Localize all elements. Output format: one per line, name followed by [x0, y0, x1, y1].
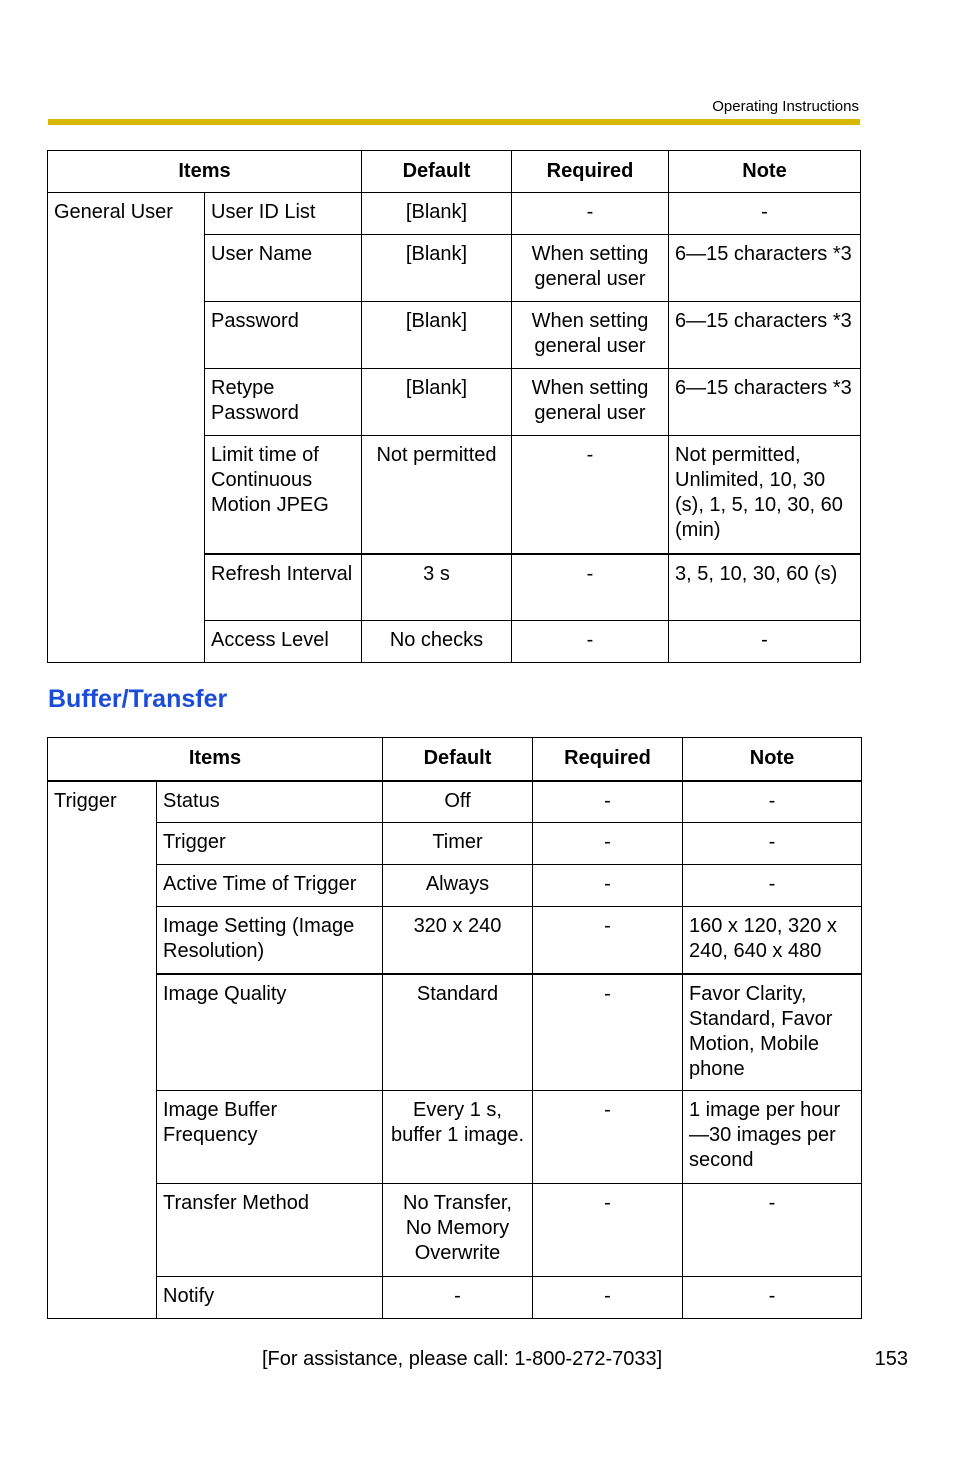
default-cell: Always	[383, 865, 533, 907]
table-row	[48, 823, 862, 865]
required-cell: -	[533, 1184, 683, 1277]
table-row	[48, 1184, 862, 1277]
item-cell: Trigger	[157, 823, 383, 865]
note-cell: -	[669, 621, 861, 663]
item-cell: Access Level	[205, 621, 362, 663]
default-cell: No Transfer, No Memory Overwrite	[383, 1184, 533, 1277]
default-cell: [Blank]	[362, 235, 512, 302]
table-row	[48, 781, 862, 823]
note-cell: Favor Clarity, Standard, Favor Motion, Mobile phone	[683, 974, 862, 1091]
header-default: Default	[383, 738, 533, 781]
item-cell: Active Time of Trigger	[157, 865, 383, 907]
required-cell: -	[533, 1277, 683, 1319]
table-row	[48, 1091, 862, 1184]
default-cell: [Blank]	[362, 302, 512, 369]
table-row	[48, 1277, 862, 1319]
table-row	[48, 907, 862, 974]
table-row	[48, 193, 861, 235]
table-header-row	[48, 738, 862, 781]
default-cell: Not permitted	[362, 436, 512, 554]
table-header-row	[48, 151, 861, 193]
item-cell: Notify	[157, 1277, 383, 1319]
general-user-table	[47, 150, 861, 663]
note-cell: -	[669, 193, 861, 235]
note-cell: 6—15 characters *3	[669, 235, 861, 302]
default-cell: Off	[383, 781, 533, 823]
note-cell: -	[683, 781, 862, 823]
note-cell: -	[683, 823, 862, 865]
required-cell: When setting general user	[512, 235, 669, 302]
required-cell: -	[533, 1091, 683, 1184]
table-row	[48, 865, 862, 907]
header-rule	[48, 119, 860, 125]
header-required: Required	[533, 738, 683, 781]
default-cell: Every 1 s, buffer 1 image.	[383, 1091, 533, 1184]
item-cell: Transfer Method	[157, 1184, 383, 1277]
item-cell: Refresh Interval	[205, 554, 362, 621]
default-cell: Standard	[383, 974, 533, 1091]
default-cell: 320 x 240	[383, 907, 533, 974]
item-cell: User ID List	[205, 193, 362, 235]
item-cell: Limit time of Continuous Motion JPEG	[205, 436, 362, 554]
page-number: 153	[874, 1348, 908, 1370]
note-cell: Not permitted, Unlimited, 10, 30 (s), 1, 5, 10, 30, 60 (min)	[669, 436, 861, 554]
item-cell: Status	[157, 781, 383, 823]
header-note: Note	[669, 151, 861, 193]
note-cell: 6—15 characters *3	[669, 302, 861, 369]
running-header: Operating Instructions	[712, 98, 859, 115]
group-label: Trigger	[48, 781, 157, 1319]
buffer-transfer-table	[47, 737, 862, 1319]
required-cell: -	[533, 907, 683, 974]
default-cell: 3 s	[362, 554, 512, 621]
default-cell: -	[383, 1277, 533, 1319]
default-cell: [Blank]	[362, 193, 512, 235]
default-cell: [Blank]	[362, 369, 512, 436]
note-cell: -	[683, 1184, 862, 1277]
default-cell: No checks	[362, 621, 512, 663]
header-items: Items	[48, 151, 362, 193]
required-cell: When setting general user	[512, 302, 669, 369]
assistance-text: [For assistance, please call: 1-800-272-7033]	[262, 1348, 663, 1370]
note-cell: 160 x 120, 320 x 240, 640 x 480	[683, 907, 862, 974]
required-cell: -	[533, 865, 683, 907]
header-items: Items	[48, 738, 383, 781]
item-cell: Password	[205, 302, 362, 369]
item-cell: Image Quality	[157, 974, 383, 1091]
note-cell: 6—15 characters *3	[669, 369, 861, 436]
item-cell: Image Buffer Frequency	[157, 1091, 383, 1184]
required-cell: -	[533, 781, 683, 823]
header-required: Required	[512, 151, 669, 193]
required-cell: When setting general user	[512, 369, 669, 436]
section-title: Buffer/Transfer	[48, 685, 228, 713]
required-cell: -	[533, 823, 683, 865]
required-cell: -	[512, 436, 669, 554]
header-default: Default	[362, 151, 512, 193]
group-label: General User	[48, 193, 205, 663]
table-row	[48, 974, 862, 1091]
required-cell: -	[512, 621, 669, 663]
item-cell: Image Setting (Image Resolution)	[157, 907, 383, 974]
item-cell: Retype Password	[205, 369, 362, 436]
required-cell: -	[512, 193, 669, 235]
header-note: Note	[683, 738, 862, 781]
required-cell: -	[512, 554, 669, 621]
required-cell: -	[533, 974, 683, 1091]
note-cell: -	[683, 865, 862, 907]
item-cell: User Name	[205, 235, 362, 302]
note-cell: 1 image per hour—30 images per second	[683, 1091, 862, 1184]
default-cell: Timer	[383, 823, 533, 865]
note-cell: 3, 5, 10, 30, 60 (s)	[669, 554, 861, 621]
note-cell: -	[683, 1277, 862, 1319]
